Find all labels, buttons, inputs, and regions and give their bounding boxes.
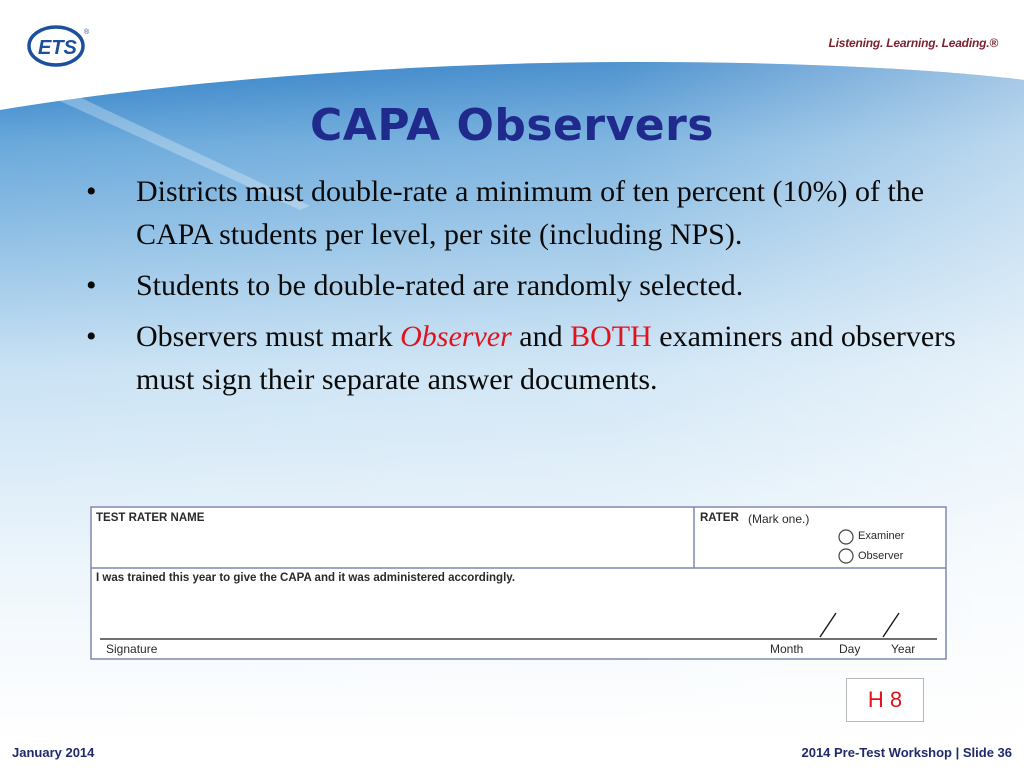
bullet-item-observers-mark: [80, 315, 960, 401]
bullet-item-double-rate: [80, 170, 960, 256]
signature-label: Signature: [106, 642, 158, 656]
bullet-list: [80, 170, 960, 409]
mark-one-label: (Mark one.): [748, 512, 810, 526]
bullet-text-lead: Observers must mark: [136, 320, 401, 353]
year-label: Year: [891, 642, 916, 656]
ets-logo-icon: [26, 22, 92, 68]
examiner-option-label: Examiner: [858, 530, 905, 542]
bullet-marker: •: [86, 175, 97, 208]
footer-date: January 2014: [12, 745, 95, 760]
bullet-text: Districts must double-rate a minimum of ten percent (10%) of the CAPA students per level, per site (including NPS).: [136, 175, 925, 251]
tagline: Listening. Learning. Leading.®: [828, 36, 998, 50]
svg-text:®: ®: [84, 29, 90, 36]
observer-option-label: Observer: [858, 550, 904, 562]
rater-form: [90, 506, 947, 660]
bullet-text-tail: examiners and observers must sign their separate answer documents.: [136, 320, 956, 396]
day-label: Day: [839, 642, 861, 656]
test-rater-name-label: TEST RATER NAME: [96, 512, 205, 524]
month-label: Month: [770, 642, 804, 656]
bullet-text: Students to be double-rated are randomly selected.: [136, 269, 744, 302]
page-title: CAPA Observers: [310, 100, 714, 151]
observer-emphasis: Observer: [400, 320, 512, 353]
bullet-item-random-selection: [80, 264, 960, 307]
trained-statement: I was trained this year to give the CAPA and it was administered accordingly.: [96, 572, 516, 584]
footer-slide-info: 2014 Pre-Test Workshop | Slide 36: [801, 745, 1012, 760]
rater-label: RATER: [700, 512, 739, 524]
bullet-marker: •: [86, 269, 97, 302]
both-emphasis: BOTH: [570, 320, 652, 353]
reference-badge: H 8: [846, 678, 924, 722]
svg-text:ETS: ETS: [38, 37, 77, 59]
bullet-text-and: and: [511, 320, 571, 353]
bullet-marker: •: [86, 320, 97, 353]
